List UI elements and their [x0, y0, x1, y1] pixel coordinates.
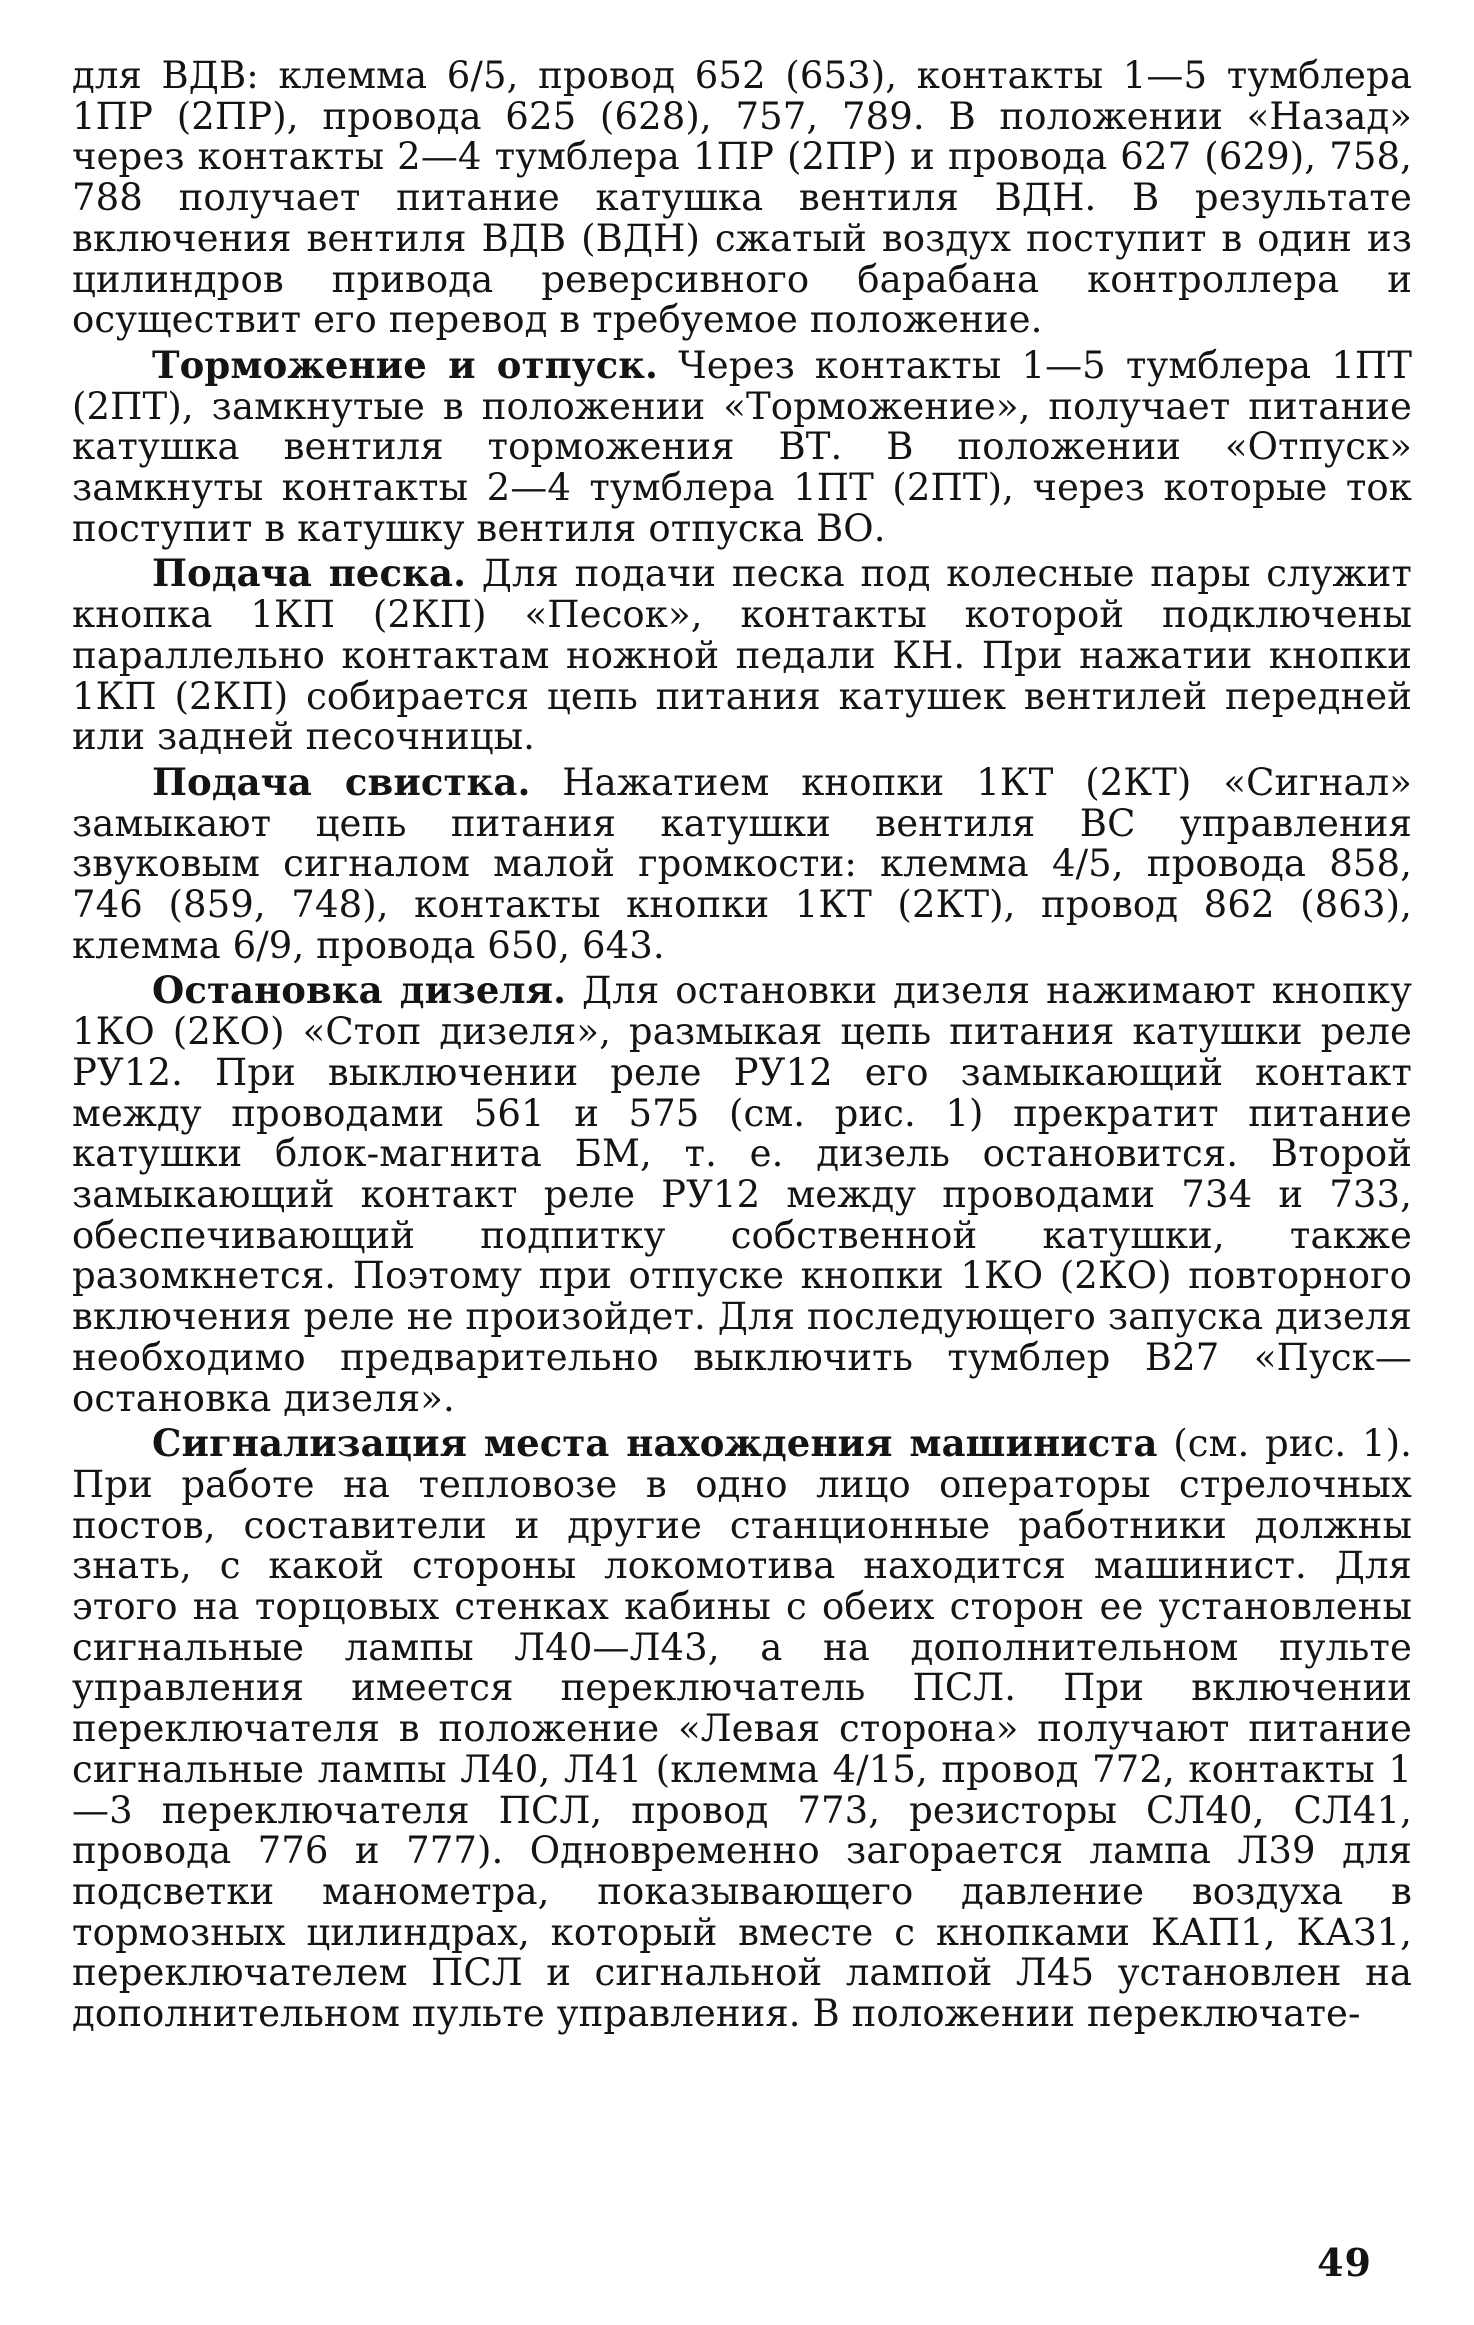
section-heading-braking: Торможение и отпуск.: [152, 342, 659, 387]
paragraph-reverser-continuation: [72, 56, 1412, 341]
paragraph-sand-supply: [72, 553, 1412, 758]
section-heading-driver-location: Сигнализация места нахождения машиниста: [152, 1421, 1158, 1466]
paragraph-whistle: [72, 759, 1412, 967]
paragraph-text: для ВДВ: клемма 6/5, провод 652 (653), контакты 1—5 тумблера 1ПР (2ПР), провода 625 (628), 757, 789. В положении «Назад» через контакты 2—4 тумблера 1ПР (2ПР) и провода 627 (629), 758, 788 получает питание катушка вентиля ВДН. В результате включения вентиля ВДВ (ВДН) сжатый воздух поступит в один из цилиндров привода реверсивного барабана контроллера и осуществит его перевод в требуемое положение.: [72, 54, 1412, 342]
paragraph-text: Нажатием кнопки 1КТ (2КТ) «Сигнал» замыкают цепь питания катушки вентиля ВС управления звуковым сигналом малой громкости: клемма 4/5, провода 858, 746 (859, 748), контакты кнопки 1КТ (2КТ), провод 862 (863), клемма 6/9, провода 650, 643.: [72, 760, 1412, 967]
paragraph-text: (см. рис. 1). При работе на тепловозе в одно лицо операторы стрелочных постов, составители и другие станционные работники должны знать, с какой стороны локомотива находится машинист. Для этого на торцовых стенках кабины с обеих сторон ее установлены сигнальные лампы Л40—Л43, а на дополнительном пульте управления имеется переключатель ПСЛ. При включении переключателя в положение «Левая сторона» получают питание сигнальные лампы Л40, Л41 (клемма 4/15, провод 772, контакты 1—3 переключателя ПСЛ, провод 773, резисторы СЛ40, СЛ41, провода 776 и 777). Одновременно загорается лампа Л39 для подсветки манометра, показывающего давление воздуха в тормозных цилиндрах, который вместе с кнопками КАП1, КАЗ1, переключателем ПСЛ и сигнальной лампой Л45 установлен на дополнительном пульте управления. В положении переключате-: [72, 1422, 1413, 2036]
paragraph-text: Через контакты 1—5 тумблера 1ПТ (2ПТ), замкнутые в положении «Торможение», получает питание катушка вентиля торможения ВТ. В положении «Отпуск» замкнуты контакты 2—4 тумблера 1ПТ (2ПТ), через которые ток поступит в катушку вентиля отпуска ВО.: [72, 343, 1413, 550]
paragraph-driver-location: [72, 1423, 1412, 2035]
paragraph-diesel-stop: [72, 970, 1412, 1419]
body-text: [72, 56, 1412, 2035]
section-heading-diesel-stop: Остановка дизеля.: [152, 968, 567, 1013]
paragraph-text: Для подачи песка под колесные пары служит кнопка 1КП (2КП) «Песок», контакты которой подключены параллельно контактам ножной педали КН. При нажатии кнопки 1КП (2КП) собирается цепь питания катушек вентилей передней или задней песочницы.: [72, 552, 1412, 759]
page-number: 49: [1317, 2240, 1372, 2285]
section-heading-whistle: Подача свистка.: [152, 759, 531, 804]
paragraph-text: Для остановки дизеля нажимают кнопку 1КО (2КО) «Стоп дизеля», размыкая цепь питания катушки реле РУ12. При выключении реле РУ12 его замыкающий контакт между проводами 561 и 575 (см. рис. 1) прекратит питание катушки блок-магнита БМ, т. е. дизель остановится. Второй замыкающий контакт реле РУ12 между проводами 734 и 733, обеспечивающий подпитку собственной катушки, также разомкнется. Поэтому при отпуске кнопки 1КО (2КО) повторного включения реле не произойдет. Для последующего запуска дизеля необходимо предварительно выключить тумблер В27 «Пуск—остановка дизеля».: [72, 969, 1413, 1420]
section-heading-sand: Подача песка.: [152, 551, 467, 596]
paragraph-braking-release: [72, 342, 1413, 550]
